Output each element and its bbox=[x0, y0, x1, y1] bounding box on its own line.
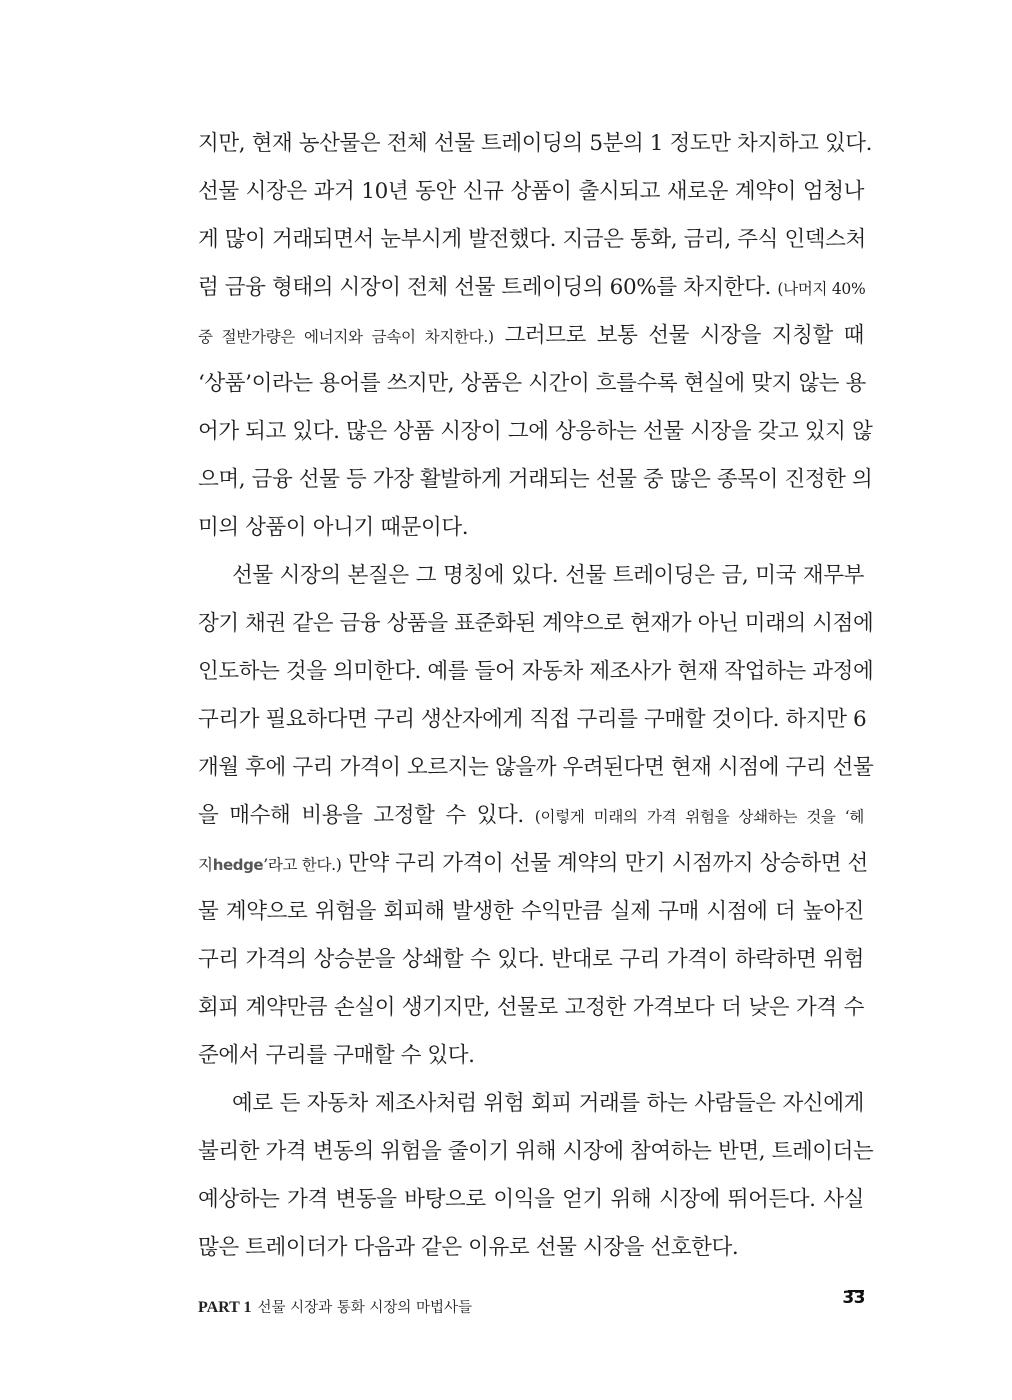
chapter-title: 선물 시장과 통화 시장의 마법사들 bbox=[257, 1300, 473, 1316]
text-line: 많은 트레이더가 다음과 같은 이유로 선물 시장을 선호한다. bbox=[198, 1235, 739, 1260]
text-line: 으며, 금융 선물 등 가장 활발하게 거래되는 선물 중 많은 종목이 진정한 의 bbox=[198, 467, 873, 492]
page-number: 33 bbox=[842, 1288, 865, 1308]
text-line: 미의 상품이 아니기 때문이다. bbox=[198, 515, 469, 540]
text-line: 물 계약으로 위험을 회피해 발생한 수익만큼 실제 구매 시점에 더 높아진 bbox=[198, 899, 864, 924]
hedge-term: hedge bbox=[212, 856, 264, 874]
text-line: 럼 금융 형태의 시장이 전체 선물 트레이딩의 60%를 차지한다. (나머지 40% bbox=[198, 275, 866, 300]
text-line: 구리가 필요하다면 구리 생산자에게 직접 구리를 구매할 것이다. 하지만 6 bbox=[198, 707, 867, 732]
text-line: 지만, 현재 농산물은 전체 선물 트레이딩의 5분의 1 정도만 차지하고 있다. bbox=[198, 131, 873, 156]
text-line: 선물 시장의 본질은 그 명칭에 있다. 선물 트레이딩은 금, 미국 재무부 bbox=[232, 563, 864, 588]
text-line: 중 절반가량은 에너지와 금속이 차지한다.) 그러므로 보통 선물 시장을 지칭할 때 bbox=[198, 323, 864, 348]
text-line: 예상하는 가격 변동을 바탕으로 이익을 얻기 위해 시장에 뛰어든다. 사실 bbox=[198, 1187, 864, 1212]
text-line: 예로 든 자동차 제조사처럼 위험 회피 거래를 하는 사람들은 자신에게 bbox=[232, 1091, 864, 1116]
text-line: 어가 되고 있다. 많은 상품 시장이 그에 상응하는 선물 시장을 갖고 있지 않 bbox=[198, 419, 873, 444]
text-line: 개월 후에 구리 가격이 오르지는 않을까 우려된다면 현재 시점에 구리 선물 bbox=[198, 755, 874, 780]
text-line: 게 많이 거래되면서 눈부시게 발전했다. 지금은 통화, 금리, 주식 인덱스처 bbox=[198, 227, 866, 252]
text-line: 불리한 가격 변동의 위험을 줄이기 위해 시장에 참여하는 반면, 트레이더는 bbox=[198, 1139, 874, 1164]
aside-note: 중 절반가량은 에너지와 금속이 차지한다.) bbox=[198, 328, 494, 346]
part-label: PART 1 bbox=[198, 1299, 252, 1316]
text-line: 선물 시장은 과거 10년 동안 신규 상품이 출시되고 새로운 계약이 엄청나 bbox=[198, 179, 864, 204]
text-line: 준에서 구리를 구매할 수 있다. bbox=[198, 1043, 475, 1068]
aside-note: ’라고 한다.) bbox=[263, 856, 342, 874]
text-line: 지hedge’라고 한다.) 만약 구리 가격이 선물 계약의 만기 시점까지 상승하면 선 bbox=[198, 851, 868, 876]
body-text bbox=[198, 120, 874, 1272]
text-line: 인도하는 것을 의미한다. 예를 들어 자동차 제조사가 현재 작업하는 과정에 bbox=[198, 659, 874, 684]
running-footer bbox=[198, 1296, 472, 1317]
text-line: 장기 채권 같은 금융 상품을 표준화된 계약으로 현재가 아닌 미래의 시점에 bbox=[198, 611, 874, 636]
text-line: 을 매수해 비용을 고정할 수 있다. (이렇게 미래의 가격 위험을 상쇄하는 것을 ‘헤 bbox=[198, 803, 864, 828]
aside-note: (이렇게 미래의 가격 위험을 상쇄하는 것을 ‘헤 bbox=[534, 808, 864, 826]
text-line: ‘상품’이라는 용어를 쓰지만, 상품은 시간이 흐를수록 현실에 맞지 않는 용 bbox=[198, 371, 866, 396]
text-line: 회피 계약만큼 손실이 생기지만, 선물로 고정한 가격보다 더 낮은 가격 수 bbox=[198, 995, 864, 1020]
aside-note: (나머지 40% bbox=[777, 280, 866, 298]
aside-note: 지 bbox=[198, 856, 213, 874]
text-line: 구리 가격의 상승분을 상쇄할 수 있다. 반대로 구리 가격이 하락하면 위험 bbox=[198, 947, 864, 972]
